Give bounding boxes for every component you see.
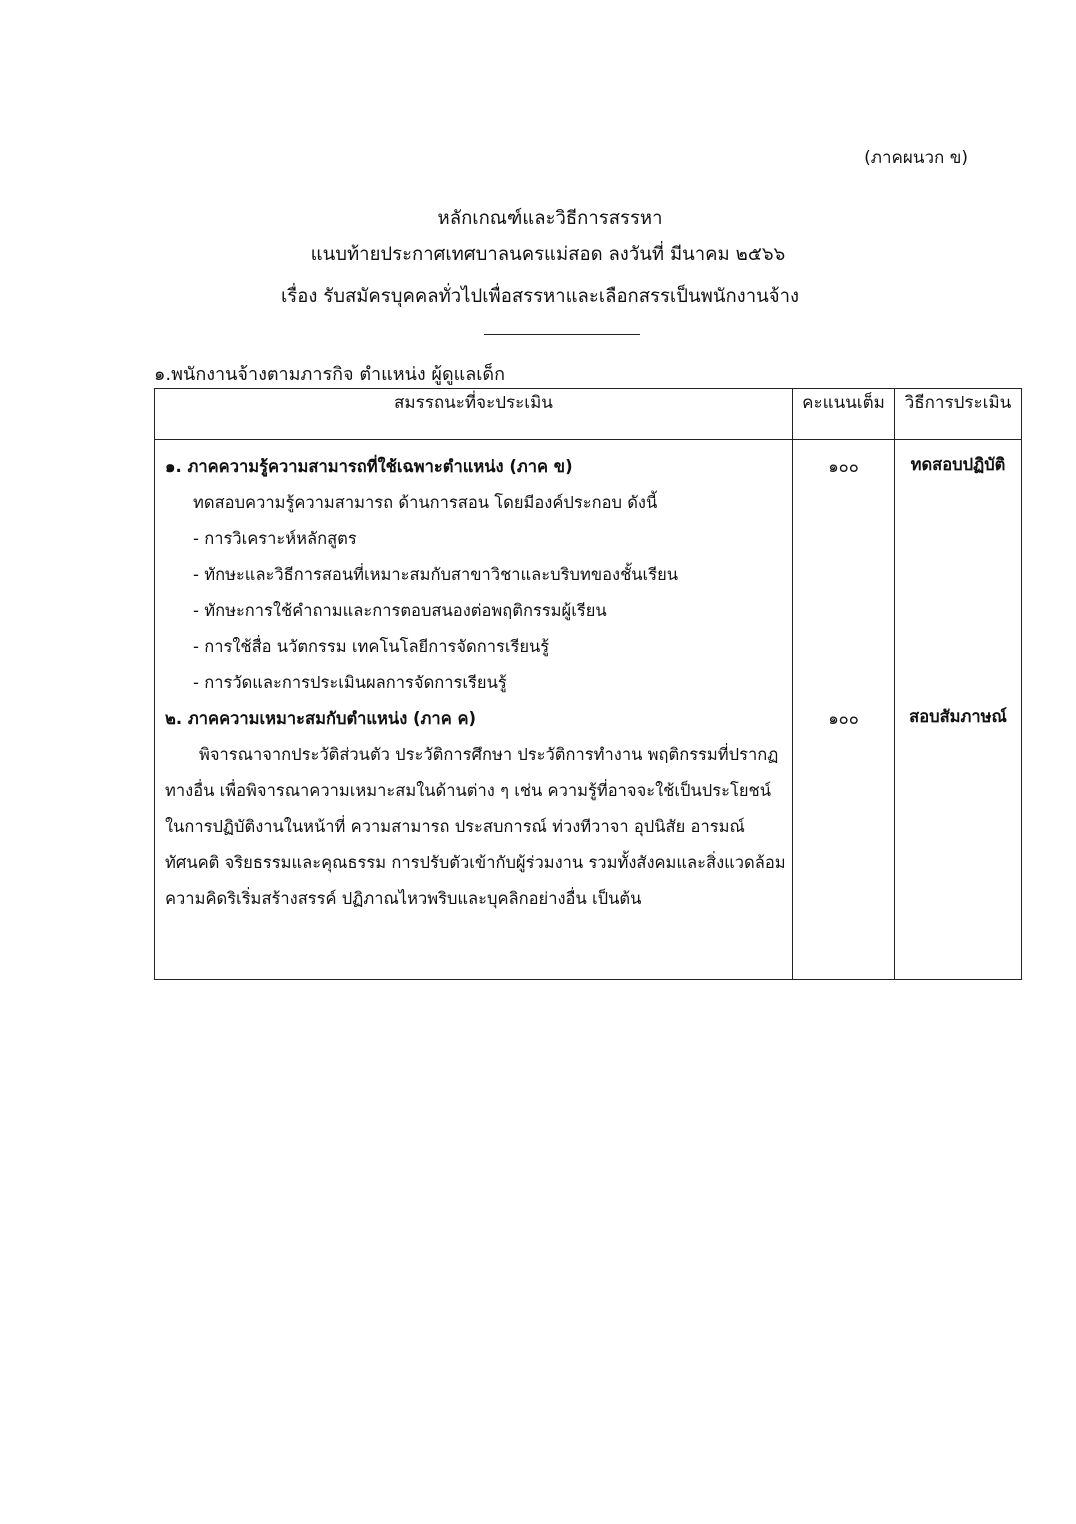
section1-heading: ๑. ภาคความรู้ความสามารถที่ใช้เฉพาะตำแหน่ง (ภาค ข) bbox=[165, 457, 573, 476]
section1-item: - ทักษะการใช้คำถามและการตอบสนองต่อพฤติกรรมผู้เรียน bbox=[193, 601, 607, 620]
section2-line: ในการปฏิบัติงานในหน้าที่ ความสามารถ ประสบการณ์ ท่วงทีวาจา อุปนิสัย อารมณ์ bbox=[165, 817, 745, 836]
section1-method: ทดสอบปฏิบัติ bbox=[910, 455, 1006, 474]
header-method: วิธีการประเมิน bbox=[895, 389, 1022, 440]
heading-divider bbox=[484, 334, 640, 335]
competency-cell bbox=[155, 440, 793, 980]
section2-heading: ๒. ภาคความเหมาะสมกับตำแหน่ง (ภาค ค) bbox=[165, 709, 477, 728]
section1-item: - การใช้สื่อ นวัตกรรม เทคโนโลยีการจัดการเรียนรู้ bbox=[193, 637, 550, 656]
method-cell bbox=[895, 440, 1022, 980]
section1-intro: ทดสอบความรู้ความสามารถ ด้านการสอน โดยมีองค์ประกอบ ดังนี้ bbox=[193, 493, 658, 512]
section1-item: - การวิเคราะห์หลักสูตร bbox=[193, 529, 357, 548]
section2-method: สอบสัมภาษณ์ bbox=[909, 707, 1007, 726]
section2-line: ความคิดริเริ่มสร้างสรรค์ ปฏิภาณไหวพริบและบุคลิกอย่างอื่น เป็นต้น bbox=[165, 889, 642, 908]
header-score: คะแนนเต็ม bbox=[793, 389, 895, 440]
table-body-row bbox=[155, 440, 1022, 980]
section2-line: ทางอื่น เพื่อพิจารณาความเหมาะสมในด้านต่าง ๆ เช่น ความรู้ที่อาจจะใช้เป็นประโยชน์ bbox=[165, 781, 771, 800]
header-competency: สมรรถนะที่จะประเมิน bbox=[155, 389, 793, 440]
section2-score: ๑๐๐ bbox=[828, 709, 859, 728]
section2-line: ทัศนคติ จริยธรรมและคุณธรรม การปรับตัวเข้ากับผู้ร่วมงาน รวมทั้งสังคมและสิ่งแวดล้อม bbox=[165, 853, 786, 872]
document-title: หลักเกณฑ์และวิธีการสรรหา bbox=[437, 208, 663, 229]
document-subject: เรื่อง รับสมัครบุคคลทั่วไปเพื่อสรรหาและเลือกสรรเป็นพนักงานจ้าง bbox=[280, 286, 800, 307]
table-header-row bbox=[155, 389, 1022, 440]
document-subtitle: แนบท้ายประกาศเทศบาลนครแม่สอด ลงวันที่ มีนาคม ๒๕๖๖ bbox=[310, 244, 786, 265]
position-line: ๑.พนักงานจ้างตามภารกิจ ตำแหน่ง ผู้ดูแลเด็ก bbox=[154, 364, 506, 385]
section1-item: - การวัดและการประเมินผลการจัดการเรียนรู้ bbox=[193, 673, 507, 692]
appendix-label: (ภาคผนวก ข) bbox=[864, 148, 968, 168]
section2-line: พิจารณาจากประวัติส่วนตัว ประวัติการศึกษา ประวัติการทำงาน พฤติกรรมที่ปรากฏ bbox=[199, 745, 779, 764]
section1-score: ๑๐๐ bbox=[828, 457, 859, 476]
score-cell bbox=[793, 440, 895, 980]
section1-item: - ทักษะและวิธีการสอนที่เหมาะสมกับสาขาวิชาและบริบทของชั้นเรียน bbox=[193, 565, 679, 584]
assessment-table bbox=[154, 388, 1022, 980]
